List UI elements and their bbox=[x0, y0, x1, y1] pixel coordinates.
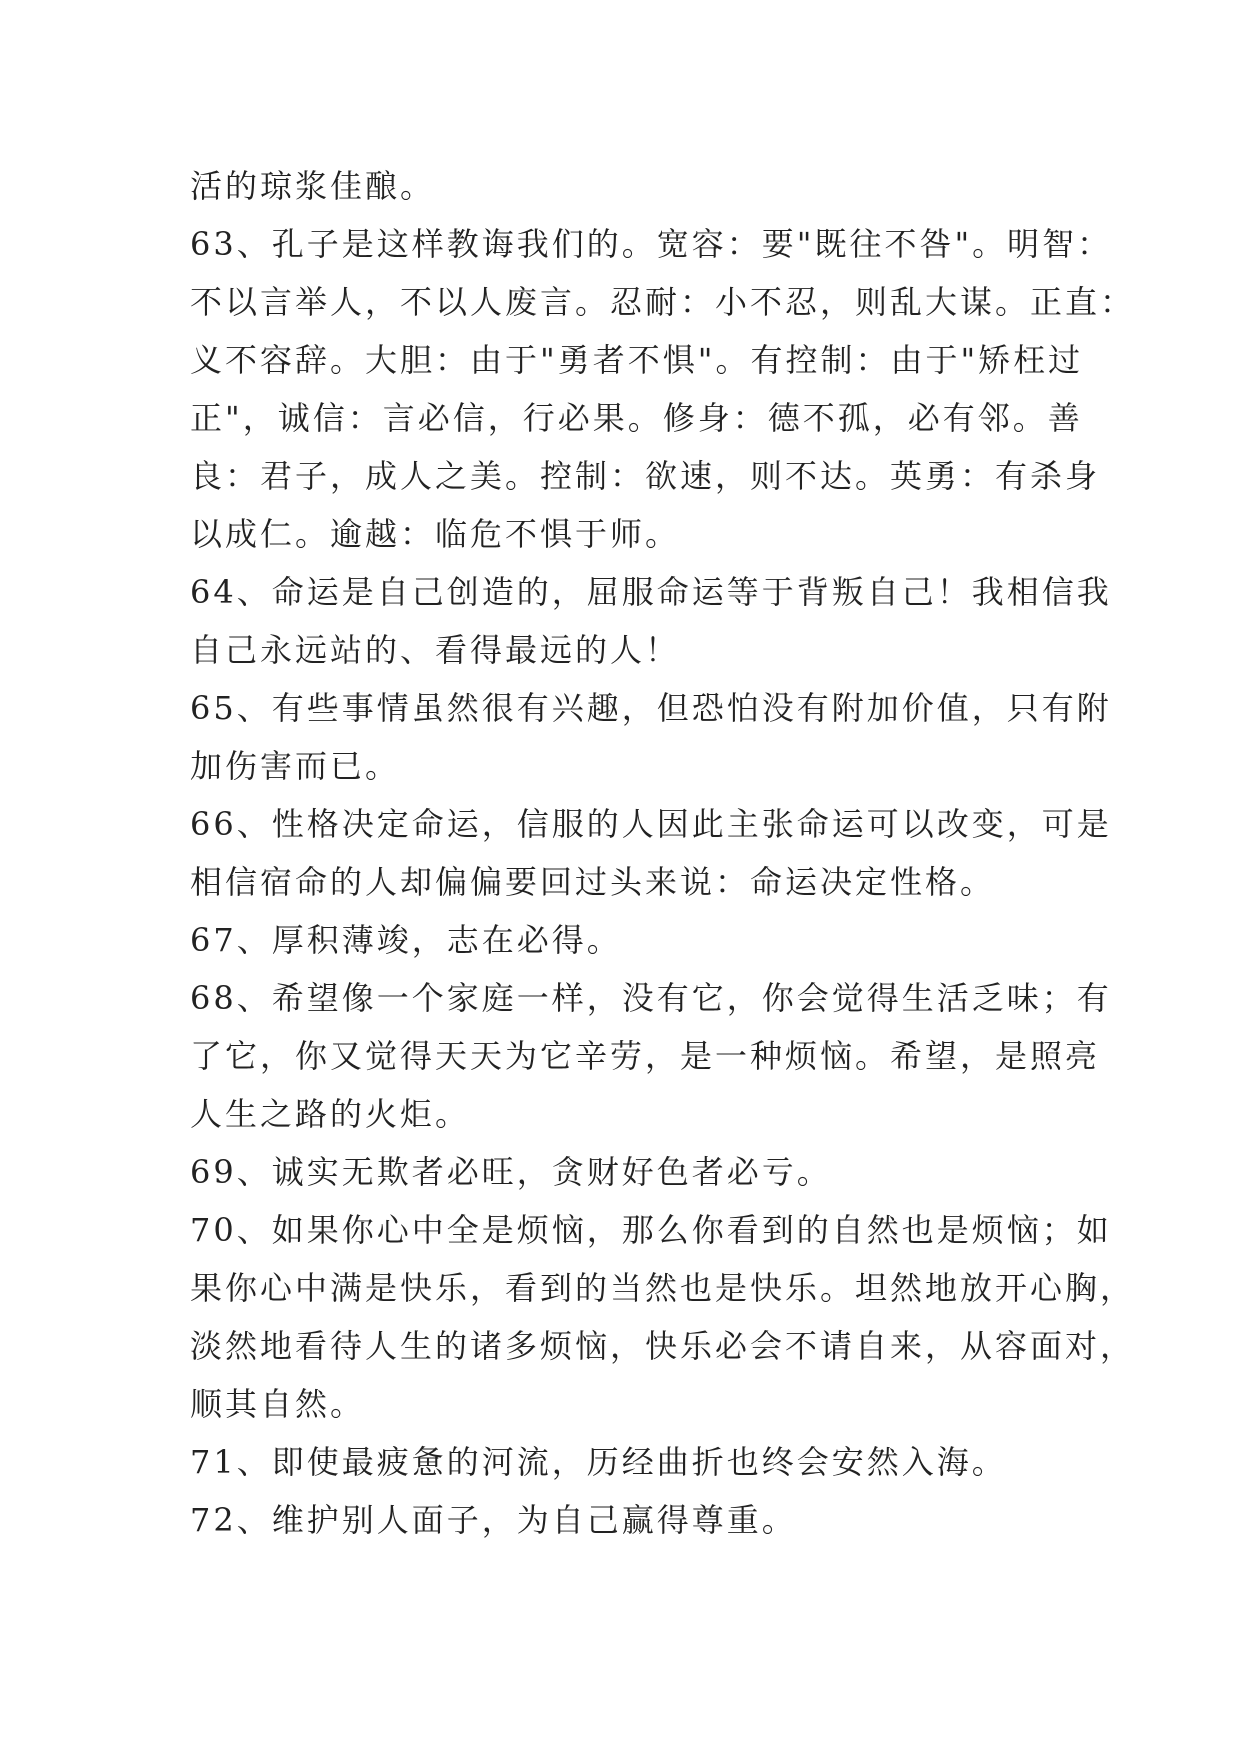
text-line: 相信宿命的人却偏偏要回过头来说：命运决定性格。 bbox=[190, 863, 996, 901]
text-line: 67、厚积薄竣，志在必得。 bbox=[190, 921, 622, 959]
text-line: 69、诚实无欺者必旺，贪财好色者必亏。 bbox=[190, 1153, 832, 1191]
text-line: 68、希望像一个家庭一样，没有它，你会觉得生活乏味；有 bbox=[190, 979, 1112, 1017]
text-line: 63、孔子是这样教诲我们的。宽容：要"既往不咎"。明智： bbox=[190, 225, 1113, 263]
text-line: 不以言举人，不以人废言。忍耐：小不忍，则乱大谋。正直： bbox=[190, 283, 1136, 321]
text-line: 人生之路的火炬。 bbox=[190, 1095, 471, 1133]
text-line: 66、性格决定命运，信服的人因此主张命运可以改变，可是 bbox=[190, 805, 1112, 843]
text-line: 65、有些事情虽然很有兴趣，但恐怕没有附加价值，只有附 bbox=[190, 689, 1112, 727]
text-line: 以成仁。逾越：临危不惧于师。 bbox=[190, 515, 681, 553]
text-line: 良：君子，成人之美。控制：欲速，则不达。英勇：有杀身 bbox=[190, 457, 1101, 495]
text-line: 果你心中满是快乐，看到的当然也是快乐。坦然地放开心胸， bbox=[190, 1269, 1136, 1307]
text-line: 64、命运是自己创造的，屈服命运等于背叛自己！我相信我 bbox=[190, 573, 1112, 611]
text-line: 义不容辞。大胆：由于"勇者不惧"。有控制：由于"矫枉过 bbox=[190, 341, 1084, 379]
text-line: 加伤害而已。 bbox=[190, 747, 401, 785]
text-line: 72、维护别人面子，为自己赢得尊重。 bbox=[190, 1501, 797, 1539]
text-line: 自己永远站的、看得最远的人！ bbox=[190, 631, 681, 669]
text-line: 70、如果你心中全是烦恼，那么你看到的自然也是烦恼；如 bbox=[190, 1211, 1112, 1249]
text-line: 正"，诚信：言必信，行必果。修身：德不孤，必有邻。善 bbox=[190, 399, 1083, 437]
document-body bbox=[190, 157, 1136, 1549]
text-line: 顺其自然。 bbox=[190, 1385, 366, 1423]
text-line: 活的琼浆佳酿。 bbox=[190, 167, 436, 205]
text-line: 淡然地看待人生的诸多烦恼，快乐必会不请自来，从容面对， bbox=[190, 1327, 1136, 1365]
text-line: 71、即使最疲惫的河流，历经曲折也终会安然入海。 bbox=[190, 1443, 1007, 1481]
text-line: 了它，你又觉得天天为它辛劳，是一种烦恼。希望，是照亮 bbox=[190, 1037, 1101, 1075]
